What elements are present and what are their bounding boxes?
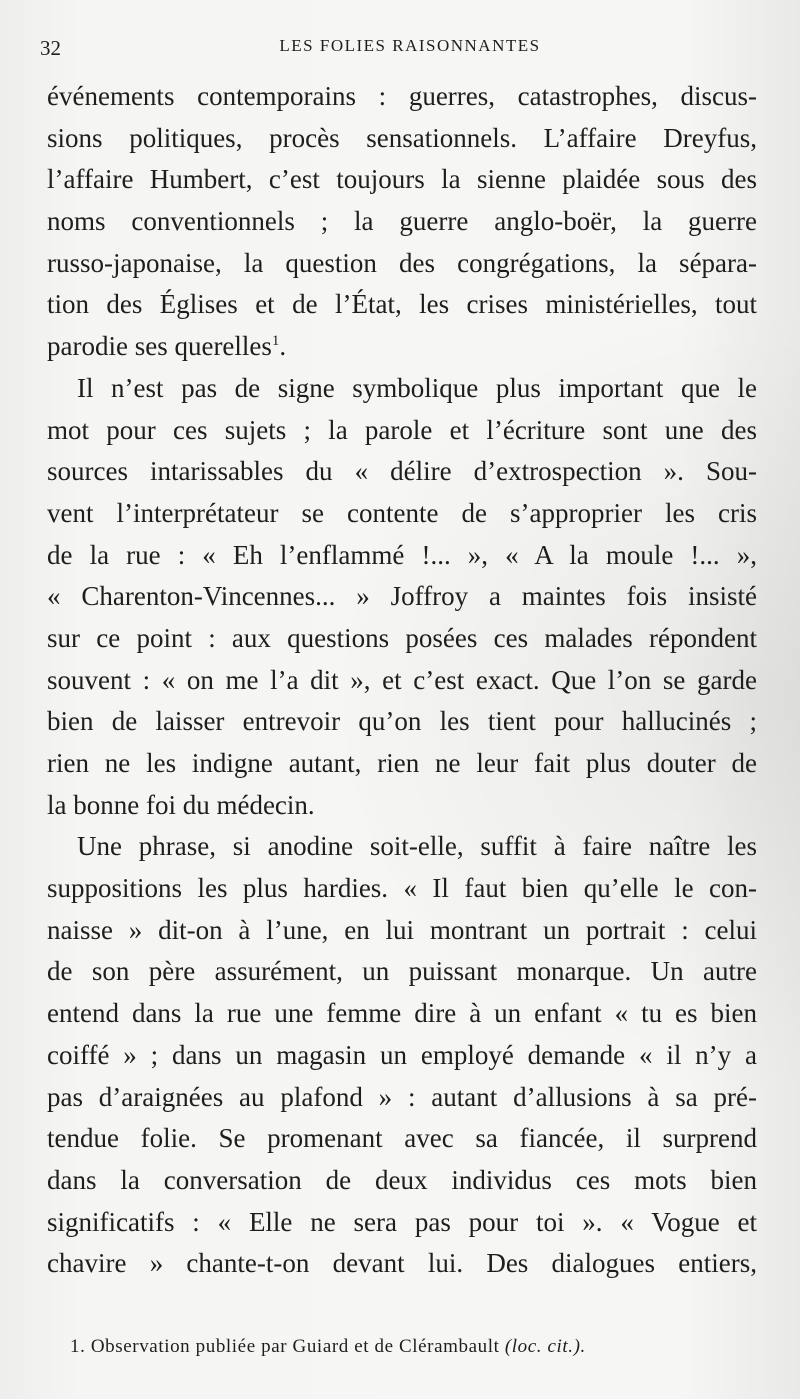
text-line: mot pour ces sujets ; la parole et l’écriture sont une des [47,414,757,445]
text-line-paragraph-start: Il n’est pas de signe symbolique plus important que le [77,372,757,403]
text-line: événements contemporains : guerres, catastrophes, discus- [47,81,757,111]
text-line-paragraph-start: Une phrase, si anodine soit-elle, suffit à faire naître les [77,831,757,862]
footnote [70,1336,750,1358]
text-line-content: parodie ses querelles [47,331,272,362]
running-head [40,36,760,62]
text-line: significatifs : « Elle ne sera pas pour toi ». « Vogue et [47,1206,757,1237]
text-line: de la rue : « Eh l’enflammé !... », « A la moule !... », [47,539,757,570]
text-line: russo-japonaise, la question des congrégations, la sépara- [47,247,757,278]
text-line: vent l’interprétateur se contente de s’approprier les cris [47,497,757,528]
text-line: sur ce point : aux questions posées ces malades répondent [47,622,757,653]
text-line: souvent : « on me l’a dit », et c’est exact. Que l’on se garde [47,664,757,695]
body-text [47,76,757,1285]
text-line: bien de laisser entrevoir qu’on les tient pour hallucinés ; [47,706,757,737]
text-line: de son père assurément, un puissant monarque. Un autre [47,956,757,987]
footnote-reference: 1 [271,333,280,350]
text-line: naisse » dit-on à l’une, en lui montrant un portrait : celui [47,914,757,945]
text-line: chavire » chante-t-on devant lui. Des dialogues entiers, [47,1248,757,1279]
text-line: pas d’araignées au plafond » : autant d’allusions à sa pré- [47,1081,757,1112]
footnote-text: Observation publiée par Guiard et de Clérambault [90,1336,500,1357]
text-line: tendue folie. Se promenant avec sa fiancée, il surprend [47,1123,757,1154]
text-line: l’affaire Humbert, c’est toujours la sienne plaidée sous des [47,164,757,195]
text-line: coiffé » ; dans un magasin un employé demande « il n’y a [47,1039,757,1070]
text-line: rien ne les indigne autant, rien ne leur fait plus douter de [47,748,757,778]
text-line: sions politiques, procès sensationnels. L’affaire Dreyfus, [47,122,757,153]
text-line: dans la conversation de deux individus ces mots bien [47,1164,757,1195]
text-line: suppositions les plus hardies. « Il faut bien qu’elle le con- [47,873,757,904]
text-line-paragraph-end [47,326,757,368]
text-line: entend dans la rue une femme dire à un enfant « tu es bien [47,998,757,1029]
period: . [279,331,287,362]
text-line-paragraph-end: la bonne foi du médecin. [47,789,315,820]
footnote-citation: (loc. cit.). [504,1336,586,1357]
text-line: tion des Églises et de l’État, les crises ministérielles, tout [47,289,757,320]
running-title: LES FOLIES RAISONNANTES [279,36,541,55]
page-number: 32 [40,36,61,60]
text-line: sources intarissables du « délire d’extrospection ». Sou- [47,456,757,487]
footnote-marker: 1. [70,1336,86,1357]
text-line: noms conventionnels ; la guerre anglo-boër, la guerre [47,206,757,237]
text-line: « Charenton-Vincennes... » Joffroy a maintes fois insisté [47,581,757,612]
